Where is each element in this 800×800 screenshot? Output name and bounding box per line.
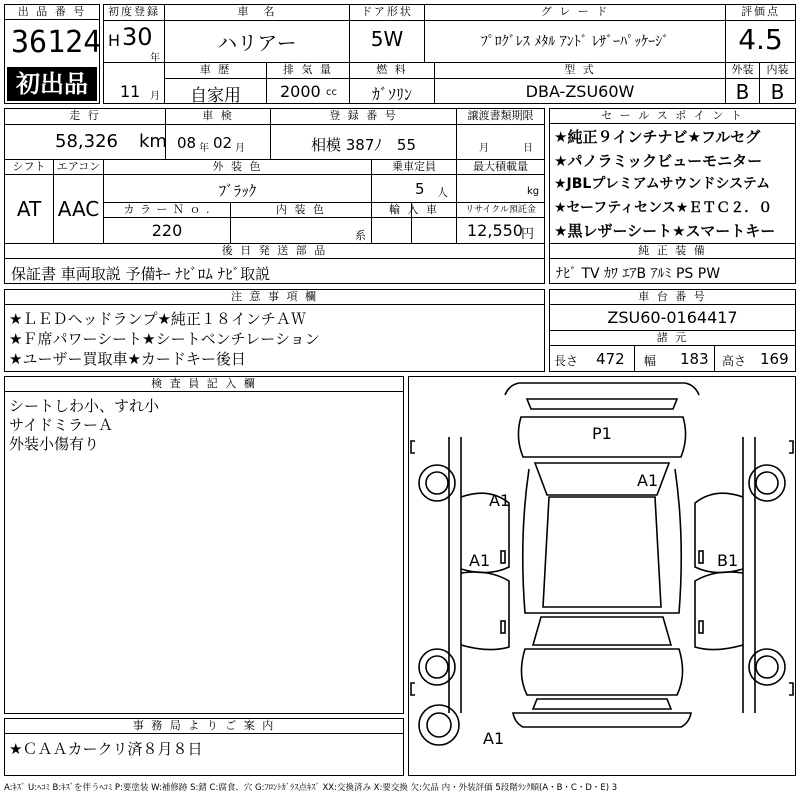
plate-header: 登 録 番 号 [329, 109, 398, 122]
history-header: 車 歴 [199, 63, 232, 76]
inspection-month-unit: 月 [235, 143, 245, 154]
displacement-unit: cc [326, 87, 337, 98]
interior-header: 内装 [766, 63, 789, 76]
sales-point: ★純正９インチナビ★フルセグ [554, 128, 761, 146]
sales-point: ★JBLプレミアムサウンドシステム [554, 176, 771, 192]
later-parts-header: 後 日 発 送 部 品 [221, 244, 328, 257]
vehicle-detail-grid [4, 108, 545, 284]
grade: ﾌﾟﾛｸﾞﾚｽ ﾒﾀﾙ ｱﾝﾄﾞ ﾚｻﾞｰﾊﾟｯｹｰｼﾞ [480, 34, 670, 50]
ext-color-header: 外 装 色 [212, 160, 263, 173]
door-header: ドア形状 [361, 5, 413, 18]
fuel-header: 燃 料 [376, 63, 408, 76]
inspector-line: シートしわ小、すれ小 [9, 397, 160, 415]
car-name: ハリアー [217, 31, 297, 55]
grade-header: グ レ ー ド [540, 5, 610, 18]
interior-grade: B [770, 80, 785, 104]
capacity-unit: 人 [437, 186, 448, 199]
inspection-header: 車 検 [202, 109, 234, 122]
sales-points-header: セ ー ル ス ポ イ ン ト [550, 109, 795, 124]
ext-color-value: ﾌﾞﾗｯｸ [218, 182, 257, 200]
sales-point: ★パノラミックビューモニター [554, 152, 763, 170]
load-header: 最大積載量 [473, 160, 528, 173]
damage-mark-spare: A1 [483, 729, 505, 748]
recycle-unit: 円 [521, 227, 535, 242]
height-label: 高さ [722, 354, 747, 368]
lot-number-header: 出 品 番 号 [5, 5, 99, 20]
chassis-header: 車 台 番 号 [550, 290, 795, 305]
int-color-header: 内 装 色 [276, 203, 326, 216]
first-listing-badge [7, 67, 97, 101]
color-no-header: カ ラ ー Ｎ ｏ . [123, 203, 211, 216]
chassis-number: ZSU60-0164417 [607, 308, 738, 327]
damage-mark-roof: A1 [637, 471, 659, 490]
month-unit: 月 [150, 91, 160, 102]
color-number: 220 [151, 221, 183, 240]
note-line: ★ユーザー買取車★カードキー後日 [9, 350, 246, 368]
first-listing-label: 初出品 [16, 70, 88, 98]
recycle-header: リサイクル預託金 [465, 205, 536, 215]
note-line: ★Ｆ席パワーシート★シートベンチレーション [9, 330, 320, 348]
sales-point: ★黒レザーシート★スマートキー [554, 222, 776, 240]
damage-diagram [408, 376, 796, 776]
sales-point: ★セーフティセンス★ＥＴＣ２．０ [554, 200, 773, 216]
overall-score: 4.5 [738, 23, 783, 56]
vehicle-info-grid [103, 4, 796, 104]
sales-points-box [549, 108, 796, 284]
era-letter: H [108, 31, 121, 50]
shift-value: AT [16, 197, 42, 221]
model-code: DBA-ZSU60W [525, 82, 635, 101]
vehicle-history: 自家用 [190, 86, 241, 106]
lot-number-box [4, 4, 100, 104]
chassis-box [549, 289, 796, 372]
first-reg-header: 初度登録 [108, 5, 160, 18]
exterior-header: 外装 [731, 63, 754, 76]
height-value: 169 [760, 350, 789, 368]
specs-header: 諸 元 [550, 331, 795, 346]
inspector-header: 検 査 員 記 入 欄 [5, 377, 403, 392]
damage-mark-left-door: A1 [469, 551, 491, 570]
first-reg-month: 11 [120, 82, 141, 101]
inspector-box [4, 376, 404, 714]
capacity-header: 乗車定員 [392, 160, 436, 173]
score-header: 評価点 [741, 5, 780, 18]
load-unit: kg [527, 186, 540, 197]
inspector-line: 外装小傷有り [9, 435, 100, 453]
car-name-header: 車 名 [237, 5, 277, 18]
model-header: 型 式 [564, 63, 596, 76]
import-header: 輸 入 車 [389, 203, 439, 216]
ac-header: エアコン [56, 160, 101, 173]
first-reg-year: 30 [122, 23, 153, 51]
mileage-unit: km [139, 131, 167, 152]
damage-legend: A:ｷｽﾞ U:ﾍｺﾐ B:ｷｽﾞを伴うﾍｺﾐ P:要塗装 W:補修跡 S:錆 C:腐食、穴 G:ﾌﾛﾝﾄｶﾞﾗｽ点ｷｽﾞ XX:交換済み X:要交換 欠:欠品 内・外装評価 5段階ﾗﾝｸ順(A・B・C・D・E) 3 [4, 783, 618, 793]
transfer-header: 譲渡書類期限 [467, 109, 534, 122]
damage-mark-left-front: A1 [489, 491, 511, 510]
ac-value: AAC [57, 197, 100, 221]
top-section [4, 4, 796, 104]
int-color-unit: 系 [355, 229, 366, 242]
notes-box [4, 289, 545, 372]
note-line: ★ＬＥＤヘッドランプ★純正１８インチＡＷ [9, 310, 306, 328]
office-notice-box [4, 718, 404, 776]
recycle-value: 12,550 [467, 221, 523, 240]
office-notice-text: ★ＣＡＡカークリ済８月８日 [9, 740, 203, 758]
inspection-month: 02 [213, 134, 233, 152]
equipment-header: 純 正 装 備 [550, 244, 795, 259]
transfer-month: 月 [479, 143, 489, 154]
later-parts: 保証書 車両取説 予備ｷｰ ﾅﾋﾞﾛﾑ ﾅﾋﾞ取説 [11, 265, 271, 283]
mileage-value: 58,326 [55, 131, 118, 152]
inspection-year: 08 [177, 134, 197, 152]
lot-number: 36124 [11, 25, 102, 60]
notes-header: 注 意 事 項 欄 [5, 290, 544, 305]
length-label: 長さ [554, 354, 579, 368]
mileage-header: 走 行 [69, 109, 101, 122]
equipment-list: ﾅﾋﾞ TV ｶﾜ ｴｱB ｱﾙﾐ PS PW [556, 266, 721, 282]
displacement-value: 2000 [280, 82, 321, 101]
office-notice-header: 事 務 局 よ り ご 案 内 [5, 719, 403, 734]
damage-mark-hood: P1 [592, 424, 612, 443]
shift-header: シフト [12, 160, 46, 173]
displacement-header: 排 気 量 [283, 63, 333, 76]
capacity-value: 5 [415, 180, 425, 198]
year-unit: 年 [150, 53, 160, 64]
exterior-grade: B [735, 80, 750, 104]
damage-mark-right-door: B1 [717, 551, 739, 570]
plate-number: 相模 387ﾉ 55 [311, 136, 416, 154]
inspection-year-unit: 年 [199, 143, 209, 154]
inspector-line: サイドミラーＡ [9, 416, 113, 434]
length-value: 472 [596, 350, 625, 368]
width-value: 183 [680, 350, 709, 368]
width-label: 幅 [644, 354, 657, 368]
transfer-day: 日 [523, 143, 533, 154]
door-type: 5W [370, 27, 404, 51]
fuel-type: ｶﾞｿﾘﾝ [371, 85, 412, 104]
